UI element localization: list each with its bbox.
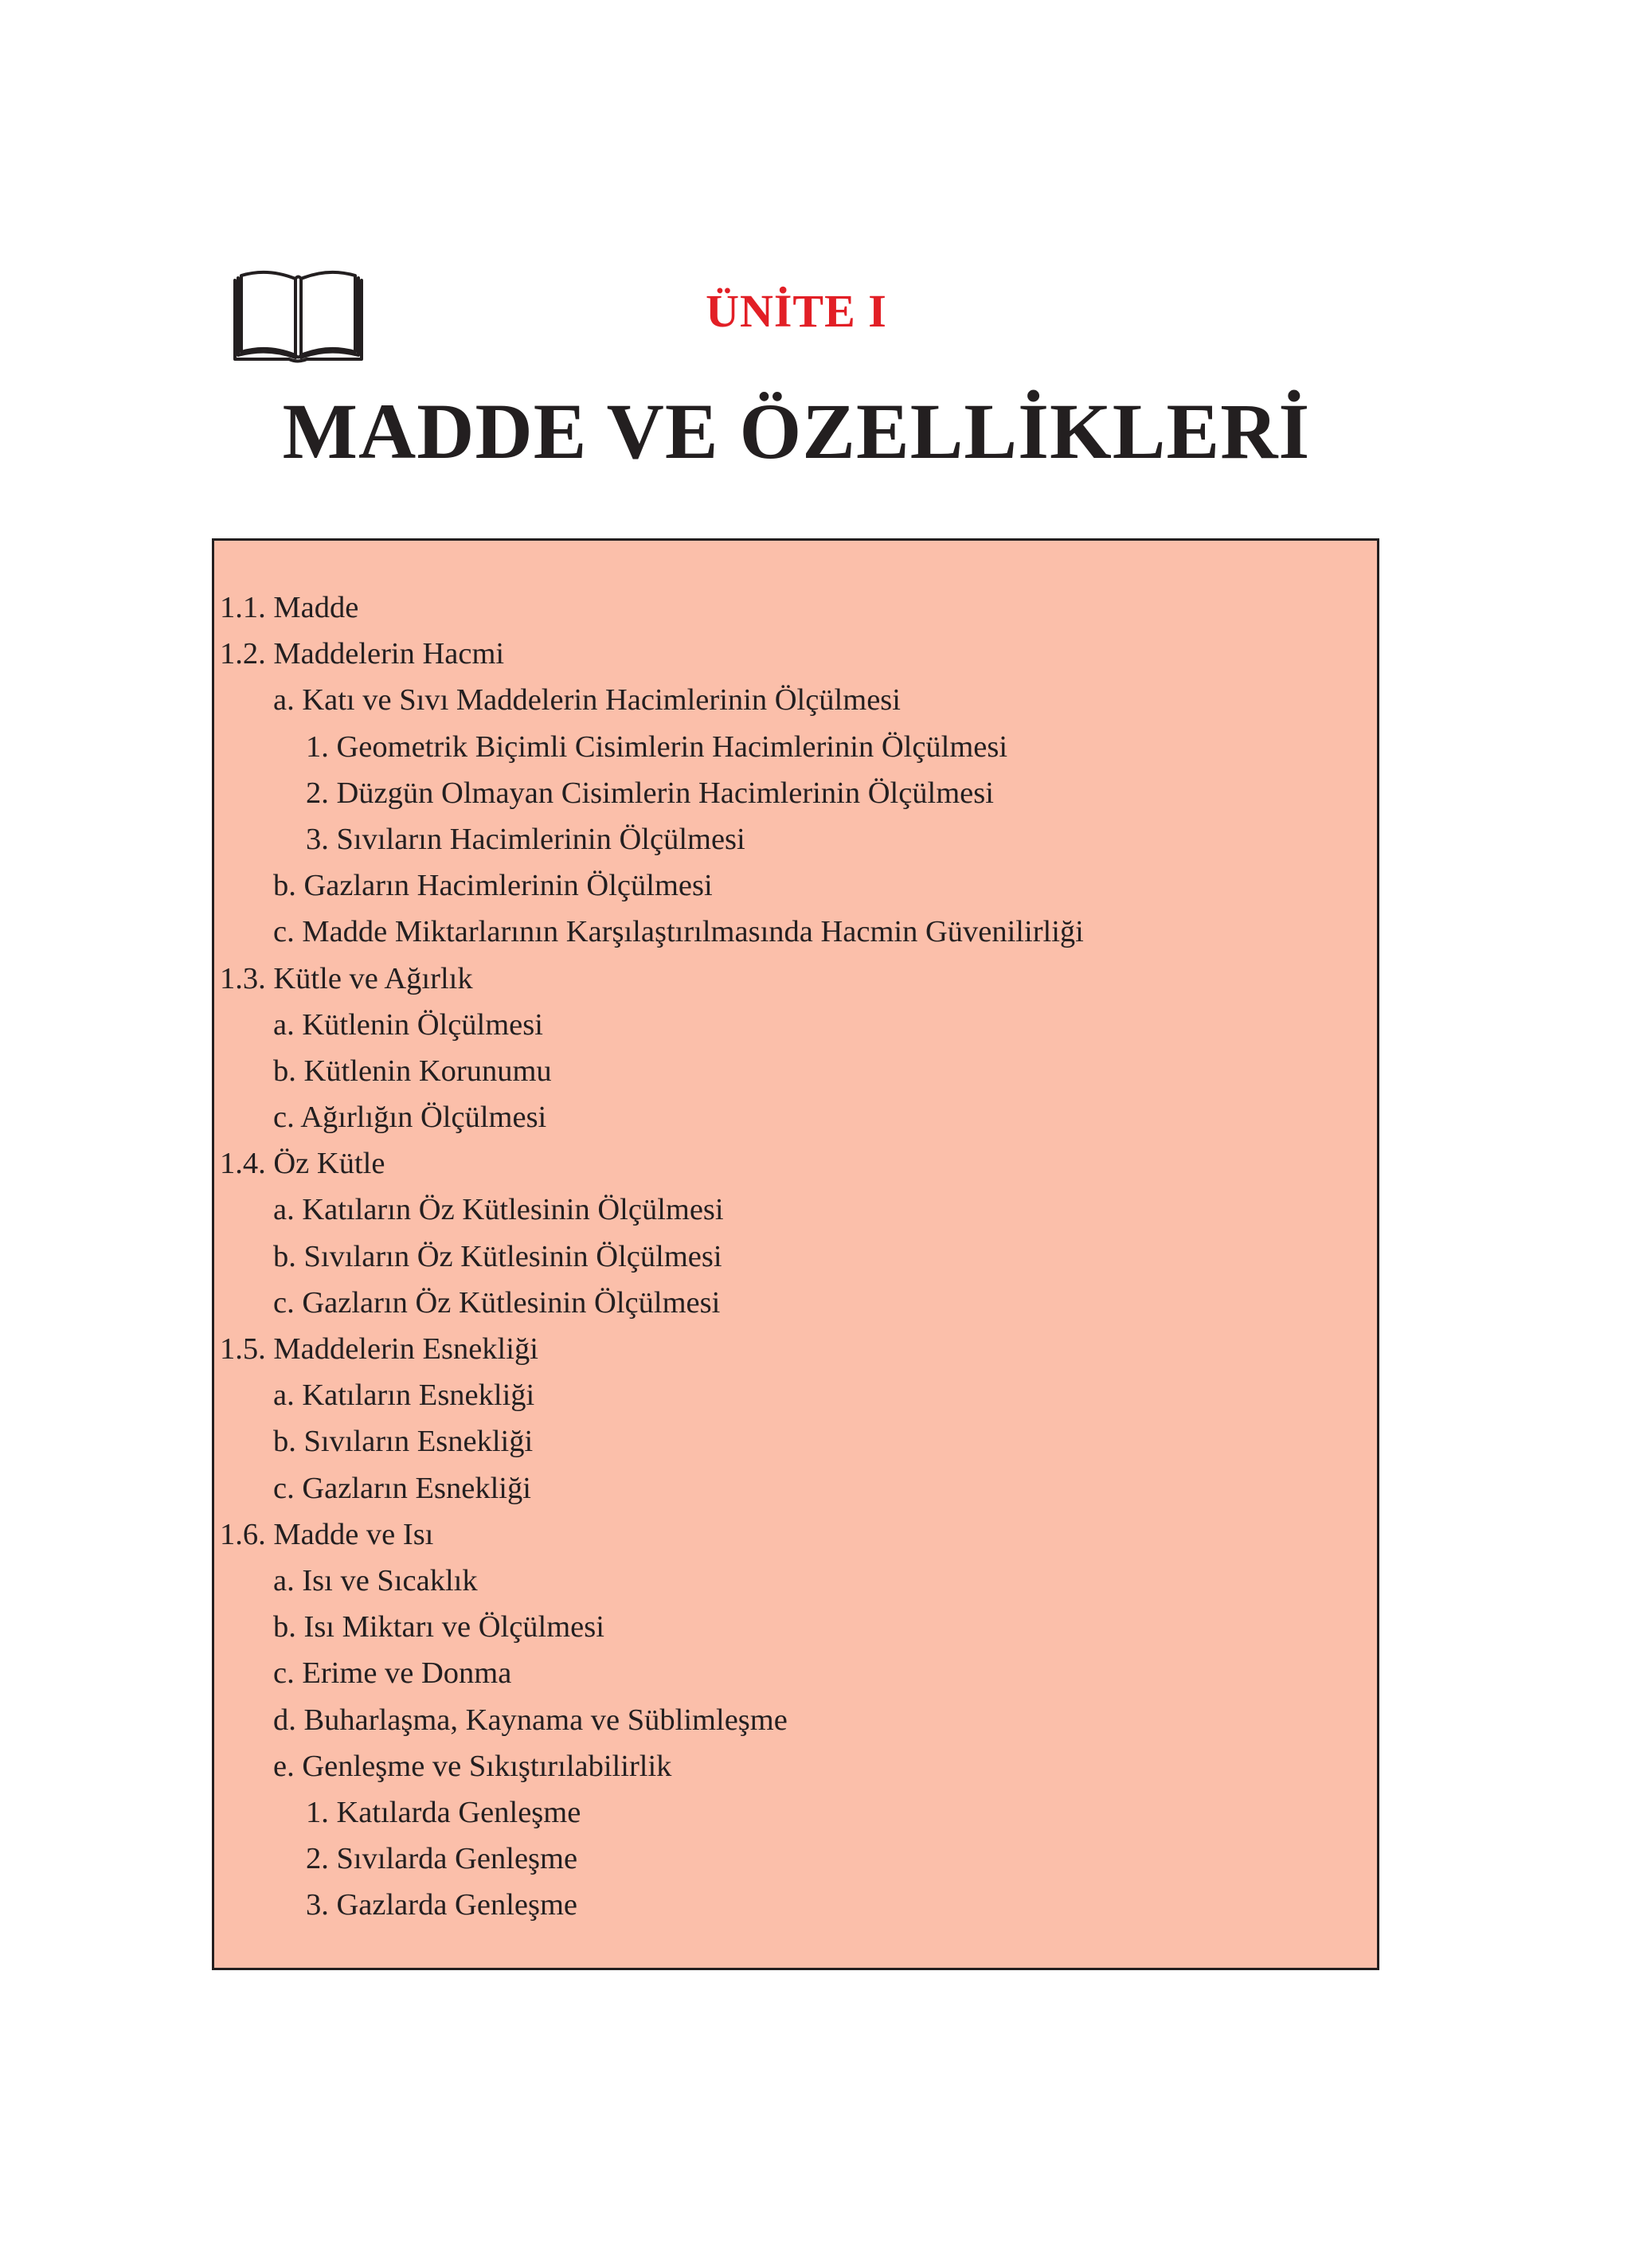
toc-subsubsection: 2. Düzgün Olmayan Cisimlerin Hacimlerinin Ölçülmesi (306, 776, 994, 810)
toc-subsection: b. Sıvıların Esnekliği (273, 1425, 534, 1459)
toc-subsection: a. Katıların Esnekliği (273, 1378, 535, 1413)
toc-subsection: c. Ağırlığın Ölçülmesi (273, 1101, 547, 1135)
toc-list (214, 585, 1377, 1928)
toc-section: 1.5. Maddelerin Esnekliği (220, 1332, 538, 1366)
page-title: MADDE VE ÖZELLİKLERİ (282, 387, 1311, 475)
toc-subsubsection: 2. Sıvılarda Genleşme (306, 1842, 578, 1876)
unit-label: ÜNİTE I (706, 285, 887, 337)
toc-subsection: b. Gazların Hacimlerinin Ölçülmesi (273, 869, 713, 903)
toc-subsection: c. Gazların Öz Kütlesinin Ölçülmesi (273, 1285, 721, 1320)
toc-section: 1.1. Madde (220, 591, 359, 624)
toc-subsection: a. Katıların Öz Kütlesinin Ölçülmesi (273, 1193, 724, 1227)
toc-subsubsection: 3. Gazlarda Genleşme (306, 1888, 577, 1922)
toc-section: 1.4. Öz Kütle (220, 1147, 385, 1181)
toc-subsection: b. Kütlenin Korunumu (273, 1054, 552, 1088)
toc-subsubsection: 3. Sıvıların Hacimlerinin Ölçülmesi (306, 822, 745, 856)
toc-subsubsection: 1. Geometrik Biçimli Cisimlerin Hacimlerinin Ölçülmesi (306, 729, 1008, 764)
toc-subsection: a. Kütlenin Ölçülmesi (273, 1007, 543, 1042)
toc-section: 1.6. Madde ve Isı (220, 1517, 434, 1551)
toc-subsection: b. Isı Miktarı ve Ölçülmesi (273, 1610, 604, 1644)
toc-subsection: a. Katı ve Sıvı Maddelerin Hacimlerinin Ölçülmesi (273, 683, 901, 718)
toc-subsection: a. Isı ve Sıcaklık (273, 1563, 478, 1597)
table-of-contents (212, 538, 1379, 1970)
toc-subsection: b. Sıvıların Öz Kütlesinin Ölçülmesi (273, 1239, 722, 1273)
toc-subsection: c. Gazların Esnekliği (273, 1471, 531, 1505)
toc-subsubsection: 1. Katılarda Genleşme (306, 1795, 581, 1829)
toc-subsection: d. Buharlaşma, Kaynama ve Süblimleşme (273, 1703, 788, 1737)
toc-subsection: e. Genleşme ve Sıkıştırılabilirlik (273, 1749, 672, 1783)
toc-subsection: c. Madde Miktarlarının Karşılaştırılmasında Hacmin Güvenilirliği (273, 915, 1084, 949)
toc-section: 1.2. Maddelerin Hacmi (220, 637, 505, 671)
toc-subsection: c. Erime ve Donma (273, 1656, 512, 1691)
toc-section: 1.3. Kütle ve Ağırlık (220, 961, 473, 995)
